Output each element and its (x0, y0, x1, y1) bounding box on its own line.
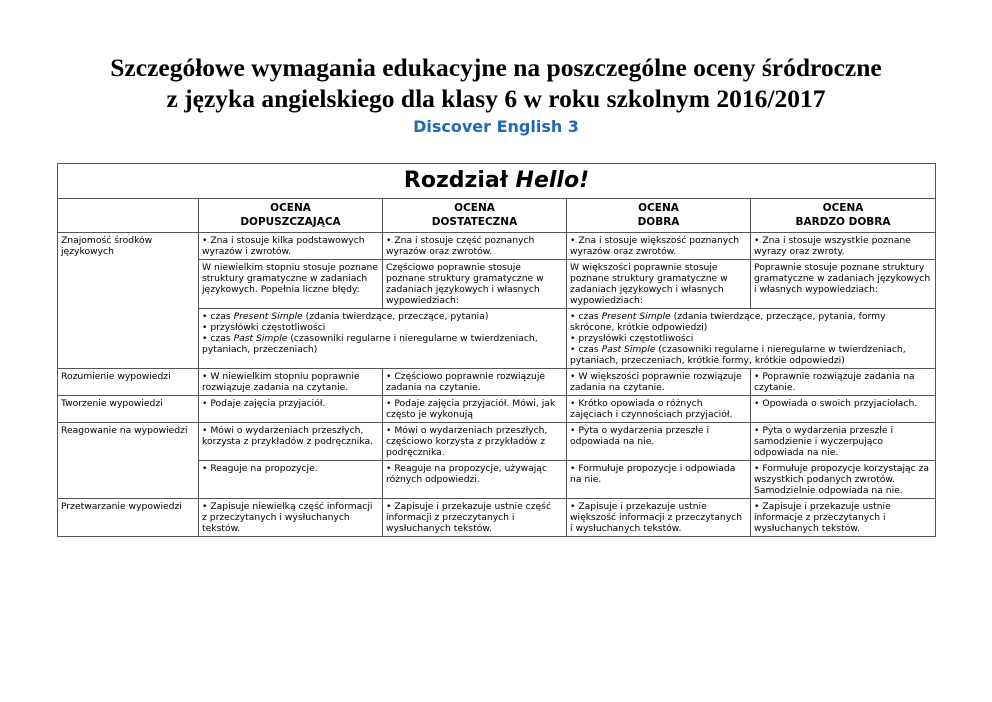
table-cell: • Reaguje na propozycje. (199, 461, 383, 499)
table-cell: • Pyta o wydarzenia przeszłe i odpowiada na nie. (567, 423, 751, 461)
requirements-table (57, 163, 936, 537)
table-cell: • Formułuje propozycje i odpowiada na nie. (567, 461, 751, 499)
grade-label: OCENA (454, 202, 495, 214)
grade-header-dobra (567, 199, 751, 233)
grade-name: DOBRA (637, 216, 680, 228)
grade-label: OCENA (638, 202, 679, 214)
grade-name: DOPUSZCZAJĄCA (240, 216, 341, 228)
chapter-name: Hello! (515, 168, 590, 193)
grade-label: OCENA (270, 202, 311, 214)
table-cell: • Mówi o wydarzeniach przeszłych, częściowo korzysta z przykładów z podręcznika. (383, 423, 567, 461)
grade-name: DOSTATECZNA (431, 216, 518, 228)
chapter-title (58, 164, 936, 199)
table-cell: • Podaje zajęcia przyjaciół. Mówi, jak często je wykonują (383, 396, 567, 423)
grade-header-bardzo-dobra (751, 199, 936, 233)
row-label-knowledge: Znajomość środków językowych (58, 233, 199, 369)
structure-bullet: • przysłówki częstotliwości (570, 333, 694, 344)
table-cell: • Zna i stosuje wszystkie poznane wyrazy oraz zwroty. (751, 233, 936, 260)
document-subtitle: Discover English 3 (413, 117, 579, 136)
row-label-reacting: Reagowanie na wypowiedzi (58, 423, 199, 499)
table-cell: • Podaje zajęcia przyjaciół. (199, 396, 383, 423)
structure-bullet: • czas Present Simple (zdania twierdzące, przeczące, pytania) (202, 311, 489, 322)
table-cell: • Częściowo poprawnie rozwiązuje zadania na czytanie. (383, 369, 567, 396)
table-cell: • Formułuje propozycje korzystając za wszystkich podanych zwrotów. Samodzielnie odpowiada na nie. (751, 461, 936, 499)
table-cell: • Zapisuje niewielką część informacji z przeczytanych i wysłuchanych tekstów. (199, 499, 383, 537)
table-cell: W większości poprawnie stosuje poznane struktury gramatyczne w zadaniach językowych i własnych wypowiedziach: (567, 260, 751, 309)
table-cell: • Zna i stosuje większość poznanych wyrazów oraz zwrotów. (567, 233, 751, 260)
grade-header-row (58, 199, 936, 233)
table-cell: Częściowo poprawnie stosuje poznane struktury gramatyczne w zadaniach językowych i własnych wypowiedziach: (383, 260, 567, 309)
table-cell: • Zna i stosuje część poznanych wyrazów oraz zwrotów. (383, 233, 567, 260)
table-cell: • W większości poprawnie rozwiązuje zadania na czytanie. (567, 369, 751, 396)
table-cell: • Zapisuje i przekazuje ustnie większość informacji z przeczytanych i wysłuchanych tekstów. (567, 499, 751, 537)
table-row (58, 369, 936, 396)
table-cell: • Zna i stosuje kilka podstawowych wyrazów i zwrotów. (199, 233, 383, 260)
table-cell: • Poprawnie rozwiązuje zadania na czytanie. (751, 369, 936, 396)
document-title-line-1: Szczegółowe wymagania edukacyjne na poszczególne oceny śródroczne (110, 53, 882, 82)
empty-corner-cell (58, 199, 199, 233)
chapter-prefix: Rozdział (403, 168, 508, 193)
table-cell: • Zapisuje i przekazuje ustnie informacje z przeczytanych i wysłuchanych tekstów. (751, 499, 936, 537)
structures-cell-higher-grades (567, 309, 936, 369)
table-cell: • Opowiada o swoich przyjaciołach. (751, 396, 936, 423)
structures-cell-lower-grades (199, 309, 567, 369)
structure-bullet: • przysłówki częstotliwości (202, 322, 326, 333)
table-cell: W niewielkim stopniu stosuje poznane struktury gramatyczne w zadaniach językowych. Popełnia liczne błędy: (199, 260, 383, 309)
table-cell: • Pyta o wydarzenia przeszłe i samodzienie i wyczerpująco odpowiada na nie. (751, 423, 936, 461)
grade-header-dopuszczajaca (199, 199, 383, 233)
row-label-reading: Rozumienie wypowiedzi (58, 369, 199, 396)
grade-header-dostateczna (383, 199, 567, 233)
structure-bullet: • czas Past Simple (czasowniki regularne i nieregularne w twierdzeniach, pytaniach, przeczeniach) (202, 333, 538, 355)
table-cell: • Reaguje na propozycje, używając różnych odpowiedzi. (383, 461, 567, 499)
document-title-line-2: z języka angielskiego dla klasy 6 w roku szkolnym 2016/2017 (166, 84, 826, 113)
row-label-processing: Przetwarzanie wypowiedzi (58, 499, 199, 537)
table-cell: • Zapisuje i przekazuje ustnie część informacji z przeczytanych i wysłuchanych tekstów. (383, 499, 567, 537)
row-label-producing: Tworzenie wypowiedzi (58, 396, 199, 423)
grade-name: BARDZO DOBRA (795, 216, 891, 228)
table-row (58, 233, 936, 260)
table-row (58, 499, 936, 537)
table-cell: Poprawnie stosuje poznane struktury gramatyczne w zadaniach językowych i własnych wypowiedziach: (751, 260, 936, 309)
structure-bullet: • czas Present Simple (zdania twierdzące, przeczące, pytania, formy skrócone, krótkie odpowiedzi) (570, 311, 886, 333)
structure-bullet: • czas Past Simple (czasowniki regularne i nieregularne w twierdzeniach, pytaniach, przeczeniach, krótkie formy, krótkie odpowiedzi) (570, 344, 906, 366)
table-row (58, 396, 936, 423)
table-cell: • Krótko opowiada o różnych zajęciach i czynnościach przyjaciół. (567, 396, 751, 423)
chapter-header-row (58, 164, 936, 199)
grade-label: OCENA (822, 202, 864, 214)
table-row (58, 423, 936, 461)
table-cell: • Mówi o wydarzeniach przeszłych, korzysta z przykładów z podręcznika. (199, 423, 383, 461)
table-cell: • W niewielkim stopniu poprawnie rozwiązuje zadania na czytanie. (199, 369, 383, 396)
